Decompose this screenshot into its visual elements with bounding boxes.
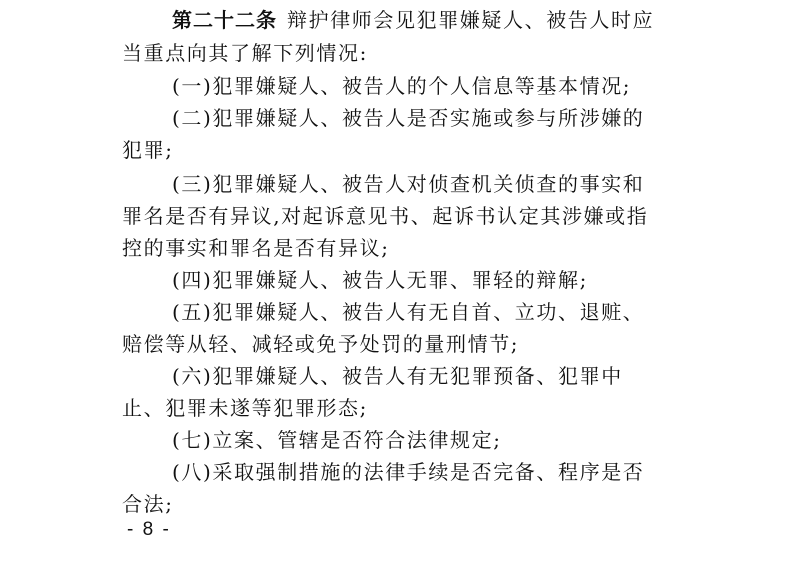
paragraph-line: (一)犯罪嫌疑人、被告人的个人信息等基本情况; — [172, 74, 632, 98]
paragraph-line: 犯罪; — [122, 138, 174, 162]
paragraph-line: (六)犯罪嫌疑人、被告人有无犯罪预备、犯罪中 — [172, 364, 623, 388]
paragraph-line: (七)立案、管辖是否符合法律规定; — [172, 428, 502, 452]
paragraph-line: 辩护律师会见犯罪嫌疑人、被告人时应 — [287, 8, 655, 32]
paragraph-line: 控的事实和罪名是否有异议; — [122, 236, 390, 260]
paragraph-line: 当重点向其了解下列情况: — [122, 41, 368, 65]
paragraph-line: (四)犯罪嫌疑人、被告人无罪、罪轻的辩解; — [172, 268, 588, 292]
paragraph-line: 罪名是否有异议,对起诉意见书、起诉书认定其涉嫌或指 — [122, 204, 649, 228]
paragraph-line: 合法; — [122, 492, 174, 516]
paragraph-line: (二)犯罪嫌疑人、被告人是否实施或参与所涉嫌的 — [172, 106, 645, 130]
article-title: 第二十二条 — [172, 8, 277, 32]
paragraph-line: 赔偿等从轻、减轻或免予处罚的量刑情节; — [122, 332, 520, 356]
paragraph-line: (五)犯罪嫌疑人、被告人有无自首、立功、退赃、 — [172, 300, 645, 324]
page-number: - 8 - — [127, 519, 171, 540]
paragraph-line: (三)犯罪嫌疑人、被告人对侦查机关侦查的事实和 — [172, 172, 645, 196]
paragraph-line: (八)采取强制措施的法律手续是否完备、程序是否 — [172, 460, 645, 484]
paragraph-line: 止、犯罪未遂等犯罪形态; — [122, 396, 368, 420]
